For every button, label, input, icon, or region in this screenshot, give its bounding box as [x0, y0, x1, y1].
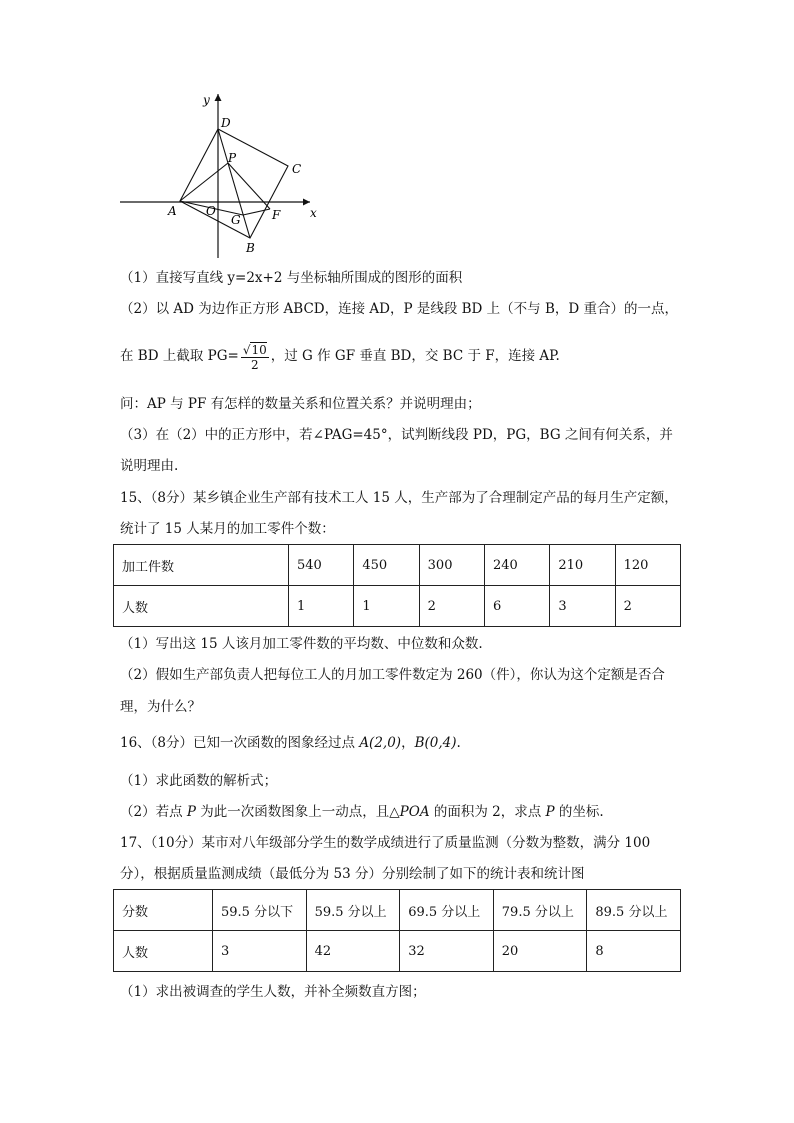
q14-part2-text-pre: 在 BD 上截取 PG= — [120, 348, 239, 364]
q17-table — [113, 889, 681, 972]
table-row — [114, 545, 681, 586]
table-cell: 120 — [615, 545, 680, 586]
fraction-sqrt10-over-2: $\frac{√10}{2}$ — [242, 342, 267, 372]
table-row — [114, 890, 681, 931]
q14-part2-line2 — [120, 339, 560, 373]
q15-part1: （1）写出这 15 人该月加工零件数的平均数、中位数和众数. — [120, 636, 483, 652]
table-cell: 2 — [615, 586, 680, 627]
label-d: D — [221, 116, 231, 130]
q16-point-p2: P — [545, 804, 555, 820]
table-cell: 59.5 分以下 — [213, 890, 307, 931]
label-c: C — [292, 162, 302, 176]
segment-gf — [243, 209, 270, 215]
label-p: P — [228, 151, 237, 165]
table-cell: 42 — [306, 931, 400, 972]
q15-part2-line1: （2）假如生产部负责人把每位工人的月加工零件数定为 260（件），你认为这个定额是否合 — [120, 667, 665, 683]
table-cell: 59.5 分以上 — [306, 890, 400, 931]
fraction-denominator: 2 — [250, 357, 259, 372]
table-cell: 32 — [400, 931, 494, 972]
label-o: O — [206, 204, 216, 218]
q14-part3-line2: 说明理由. — [120, 458, 179, 474]
q15-line1: 15、（8分）某乡镇企业生产部有技术工人 15 人，生产部为了合理制定产品的每月生产定额， — [120, 490, 678, 506]
q16-line1 — [120, 733, 461, 753]
table-cell: 人数 — [114, 586, 289, 627]
q14-part3-line1: （3）在（2）中的正方形中，若∠PAG=45°，试判断线段 PD，PG，BG 之间有何关系，并 — [120, 427, 673, 443]
q16-end: . — [456, 735, 461, 751]
table-row — [114, 586, 681, 627]
table-cell: 240 — [484, 545, 549, 586]
fraction-numerator: 10 — [251, 342, 267, 357]
table-row — [114, 931, 681, 972]
label-g: G — [231, 213, 241, 227]
q17-line2: 分），根据质量监测成绩（最低分为 53 分）分别绘制了如下的统计表和统计图 — [120, 866, 585, 882]
label-b: B — [246, 241, 255, 255]
table-cell: 210 — [550, 545, 615, 586]
geometry-figure — [110, 88, 330, 258]
label-a: A — [168, 204, 177, 218]
table-cell: 分数 — [114, 890, 213, 931]
q16-part1: （1）求此函数的解析式； — [120, 773, 278, 789]
q16-triangle-poa: POA — [399, 804, 430, 820]
q16-part2-mid2: 的面积为 2，求点 — [429, 804, 546, 820]
table-cell: 6 — [484, 586, 549, 627]
table-cell: 79.5 分以上 — [493, 890, 587, 931]
table-cell: 人数 — [114, 931, 213, 972]
table-cell: 3 — [213, 931, 307, 972]
table-cell: 89.5 分以上 — [587, 890, 681, 931]
q16-sep: ， — [401, 735, 415, 751]
table-cell: 450 — [354, 545, 419, 586]
q14-part1: （1）直接写直线 y=2x+2 与坐标轴所围成的图形的面积 — [120, 270, 463, 286]
q16-part2-end: 的坐标. — [554, 804, 604, 820]
q14-part2-line3: 问：AP 与 PF 有怎样的数量关系和位置关系？并说明理由； — [120, 396, 481, 412]
q16-part2-mid: 为此一次函数图象上一动点，且△ — [195, 804, 400, 820]
q15-table — [113, 544, 681, 627]
table-cell: 20 — [493, 931, 587, 972]
q16-text-pre: 16、（8分）已知一次函数的图象经过点 — [120, 735, 360, 751]
q14-part2-line1: （2）以 AD 为边作正方形 ABCD，连接 AD，P 是线段 BD 上（不与 B，D 重合）的一点， — [120, 301, 679, 317]
segment-ap — [180, 163, 228, 201]
label-x: x — [310, 206, 317, 220]
table-cell: 300 — [419, 545, 484, 586]
table-cell: 1 — [354, 586, 419, 627]
table-cell: 2 — [419, 586, 484, 627]
q15-part2-line2: 理，为什么？ — [120, 699, 201, 715]
point-a: A(2,0) — [359, 735, 402, 751]
q17-part1: （1）求出被调查的学生人数，并补全频数直方图； — [120, 984, 426, 1000]
q16-part2 — [120, 802, 604, 822]
table-cell: 69.5 分以上 — [400, 890, 494, 931]
table-cell: 1 — [289, 586, 354, 627]
label-f: F — [272, 208, 281, 222]
label-y: y — [203, 93, 210, 107]
q16-point-p: P — [186, 804, 196, 820]
table-cell: 8 — [587, 931, 681, 972]
table-cell: 加工件数 — [114, 545, 289, 586]
point-b: B(0,4) — [414, 735, 457, 751]
q14-part2-text-post: ，过 G 作 GF 垂直 BD，交 BC 于 F，连接 AP. — [270, 348, 560, 364]
q16-part2-pre: （2）若点 — [120, 804, 187, 820]
q15-line2: 统计了 15 人某月的加工零件个数： — [120, 521, 335, 537]
q17-line1: 17、（10分）某市对八年级部分学生的数学成绩进行了质量监测（分数为整数，满分 100 — [120, 835, 651, 851]
table-cell: 3 — [550, 586, 615, 627]
table-cell: 540 — [289, 545, 354, 586]
